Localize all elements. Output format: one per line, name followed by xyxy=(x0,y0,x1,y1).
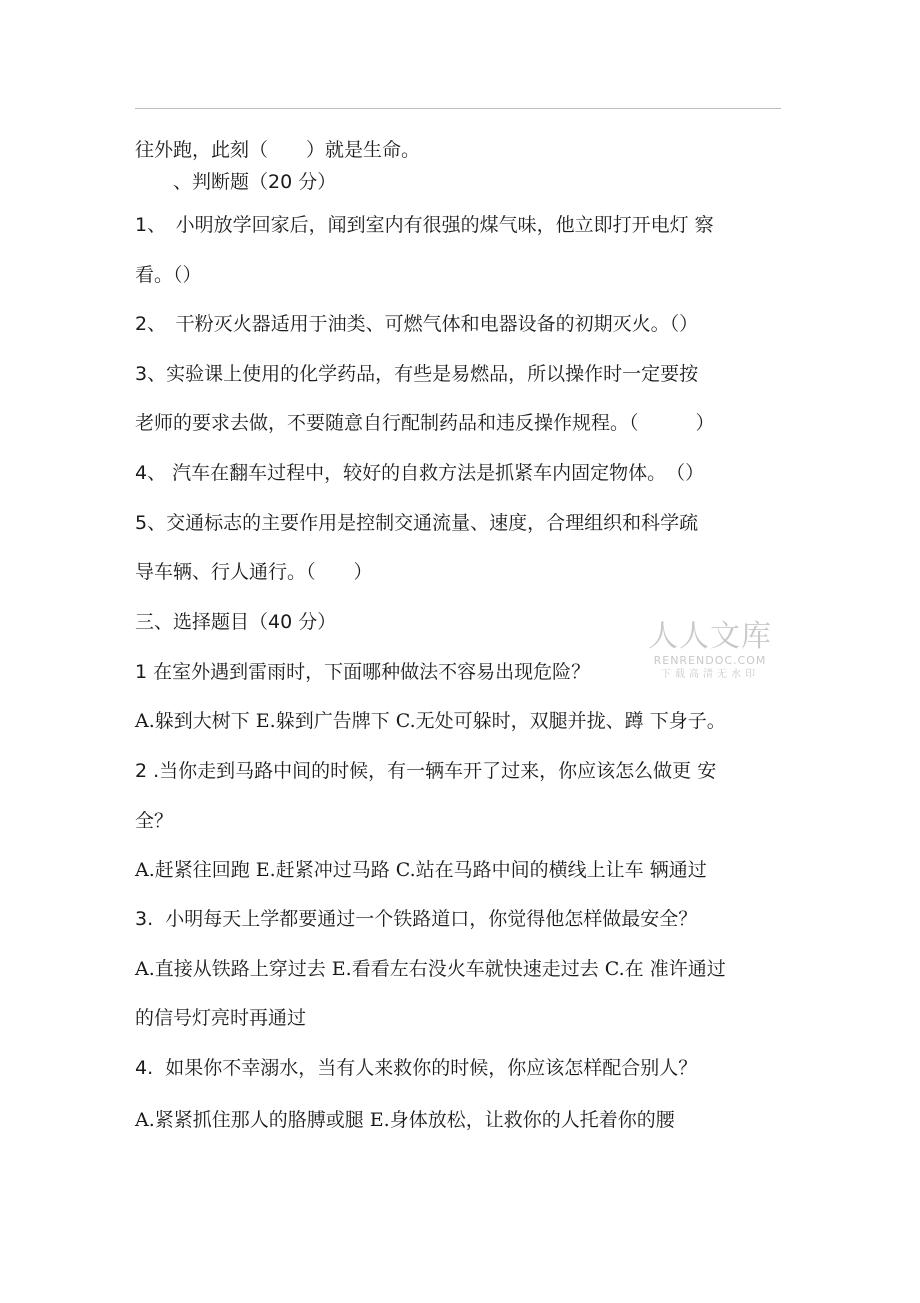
question-line: 导车辆、行人通行。（ ） xyxy=(135,561,373,583)
watermark-title: 人人文库 xyxy=(648,619,772,654)
answer-options: A.赶紧往回跑 E.赶紧冲过马路 C.站在马路中间的横线上让车 辆通过 xyxy=(135,859,707,881)
question-line: 4、 汽车在翻车过程中，较好的自救方法是抓紧车内固定物体。 （） xyxy=(135,462,705,484)
section-heading-judgment: 、判断题（20 分） xyxy=(135,171,337,193)
question-line: 3、实验课上使用的化学药品，有些是易燃品，所以操作时一定要按 xyxy=(135,363,699,385)
question-line: 4. 如果你不幸溺水，当有人来救你的时候，你应该怎样配合别人？ xyxy=(135,1057,698,1079)
question-line: 2 .当你走到马路中间的时候，有一辆车开了过来，你应该怎么做更 安 xyxy=(135,760,717,782)
question-line: 全？ xyxy=(135,810,174,832)
header-divider xyxy=(135,108,781,109)
answer-options: 的信号灯亮时再通过 xyxy=(135,1007,307,1029)
text-line: 往外跑，此刻（ ）就是生命。 xyxy=(135,139,421,161)
question-line: 5、交通标志的主要作用是控制交通流量、速度，合理组织和科学疏 xyxy=(135,512,699,534)
answer-options: A.躲到大树下 E.躲到广告牌下 C.无处可躲时，双腿并拢、蹲 下身子。 xyxy=(135,710,726,732)
question-line: 1、 小明放学回家后，闻到室内有很强的煤气味，他立即打开电灯 察 xyxy=(135,214,714,236)
answer-options: A.直接从铁路上穿过去 E.看看左右没火车就快速走过去 C.在 准许通过 xyxy=(135,958,726,980)
watermark xyxy=(645,620,775,682)
answer-options: A.紧紧抓住那人的胳膊或腿 E.身体放松，让救你的人托着你的腰 xyxy=(135,1109,675,1131)
question-line: 2、 干粉灭火器适用于油类、可燃气体和电器设备的初期灭火。（） xyxy=(135,313,699,335)
section-heading-choice: 三、选择题目（40 分） xyxy=(135,611,337,633)
watermark-domain: RENRENDOC.COM xyxy=(653,654,767,667)
question-line: 看。（） xyxy=(135,264,202,286)
question-line: 老师的要求去做，不要随意自行配制药品和违反操作规程。（ ） xyxy=(135,412,715,434)
question-line: 1 在室外遇到雷雨时，下面哪种做法不容易出现危险？ xyxy=(135,661,591,683)
watermark-slogan: 下载高清无水印 xyxy=(661,669,759,680)
question-line: 3. 小明每天上学都要通过一个铁路道口，你觉得他怎样做最安全？ xyxy=(135,908,698,930)
